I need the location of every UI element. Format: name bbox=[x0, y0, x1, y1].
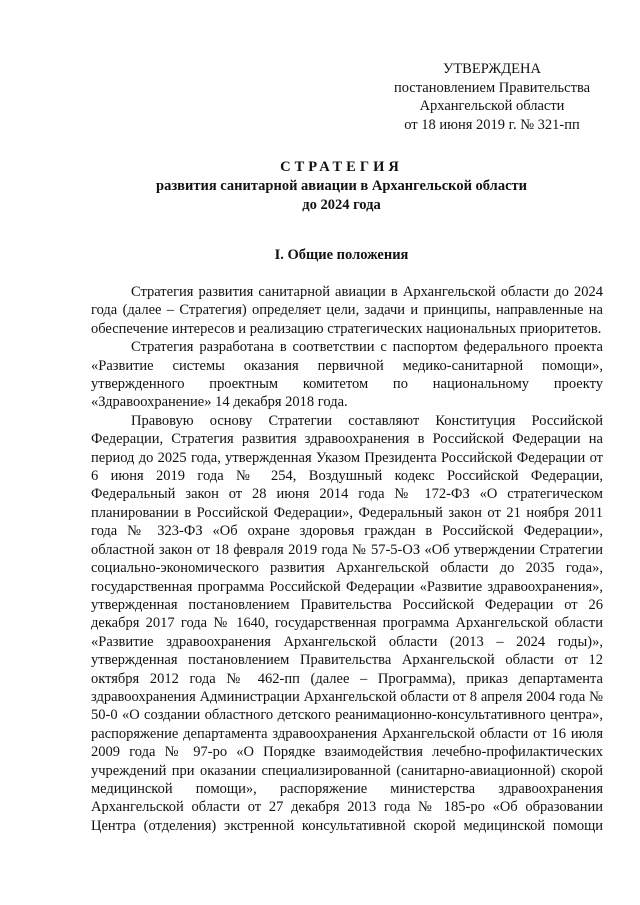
paragraph-legal-basis: Правовую основу Стратегии составляют Конституция Российской Федерации, Стратегия развития здравоохранения в Российской Федерации на период до 2025 года, утвержденная Указом Президента Российской Федерации от 6 июня 2019 года № 254, Воздушный кодекс Российской Федерации, Федеральный закон от 28 июня 2014 года № 172-ФЗ «О стратегическом планировании в Российской Федерации», Федеральный закон от 21 ноября 2011 года № 323-ФЗ «Об охране здоровья граждан в Российской Федерации», областной закон от 18 февраля 2019 года № 57-5-ОЗ «Об утверждении Стратегии социально-экономического развития Архангельской области до 2035 года», государственная программа Российской Федерации «Развитие здравоохранения», утвержденная постановлением Правительства Российской Федерации от 26 декабря 2017 года № 1640, государственная программа Архангельской области «Развитие здравоохранения Архангельской области (2013 – 2024 годы)», утвержденная постановлением Правительства Архангельской области от 12 октября 2012 года № 462-пп (далее – Программа), приказ департамента здравоохранения Администрации Архангельской области от 8 апреля 2004 года № 50-0 «О создании областного детского реанимационно-консультативного центра», распоряжение департамента здравоохранения Архангельской области от 16 июля 2009 года № 97-ро «О Порядке взаимодействия лечебно-профилактических учреждений при оказании специализированной (санитарно-авиационной) скорой медицинской помощи», распоряжение министерства здравоохранения Архангельской области от 27 декабря 2013 года № 185-ро «Об образовании Центра (отделения) экстренной консультативной скорой медицинской помощи bbox=[91, 412, 603, 834]
approval-issuer: постановлением Правительства bbox=[393, 79, 591, 96]
approval-date-number: от 18 июня 2019 г. № 321-пп bbox=[404, 116, 580, 133]
paragraph-purpose: Стратегия развития санитарной авиации в Архангельской области до 2024 года (далее – Стратегия) определяет цели, задачи и принципы, направленные на обеспечение интересов и реализацию стратегических национальных приоритетов. bbox=[91, 284, 603, 337]
title-period: до 2024 года bbox=[302, 197, 381, 213]
document-title bbox=[80, 158, 603, 215]
approval-stamp bbox=[380, 60, 604, 134]
approval-region: Архангельской области bbox=[419, 98, 565, 114]
paragraph-basis: Стратегия разработана в соответствии с паспортом федерального проекта «Развитие системы оказания первичной медико-санитарной помощи», утвержденного проектным комитетом по национальному проекту «Здравоохранение» 14 декабря 2018 года. bbox=[91, 339, 603, 411]
title-subject: развития санитарной авиации в Архангельской области bbox=[156, 178, 527, 194]
title-word: СТРАТЕГИЯ bbox=[280, 159, 403, 175]
approval-title: УТВЕРЖДЕНА bbox=[443, 61, 541, 77]
section-heading: I. Общие положения bbox=[274, 247, 409, 263]
document-body bbox=[91, 283, 603, 835]
